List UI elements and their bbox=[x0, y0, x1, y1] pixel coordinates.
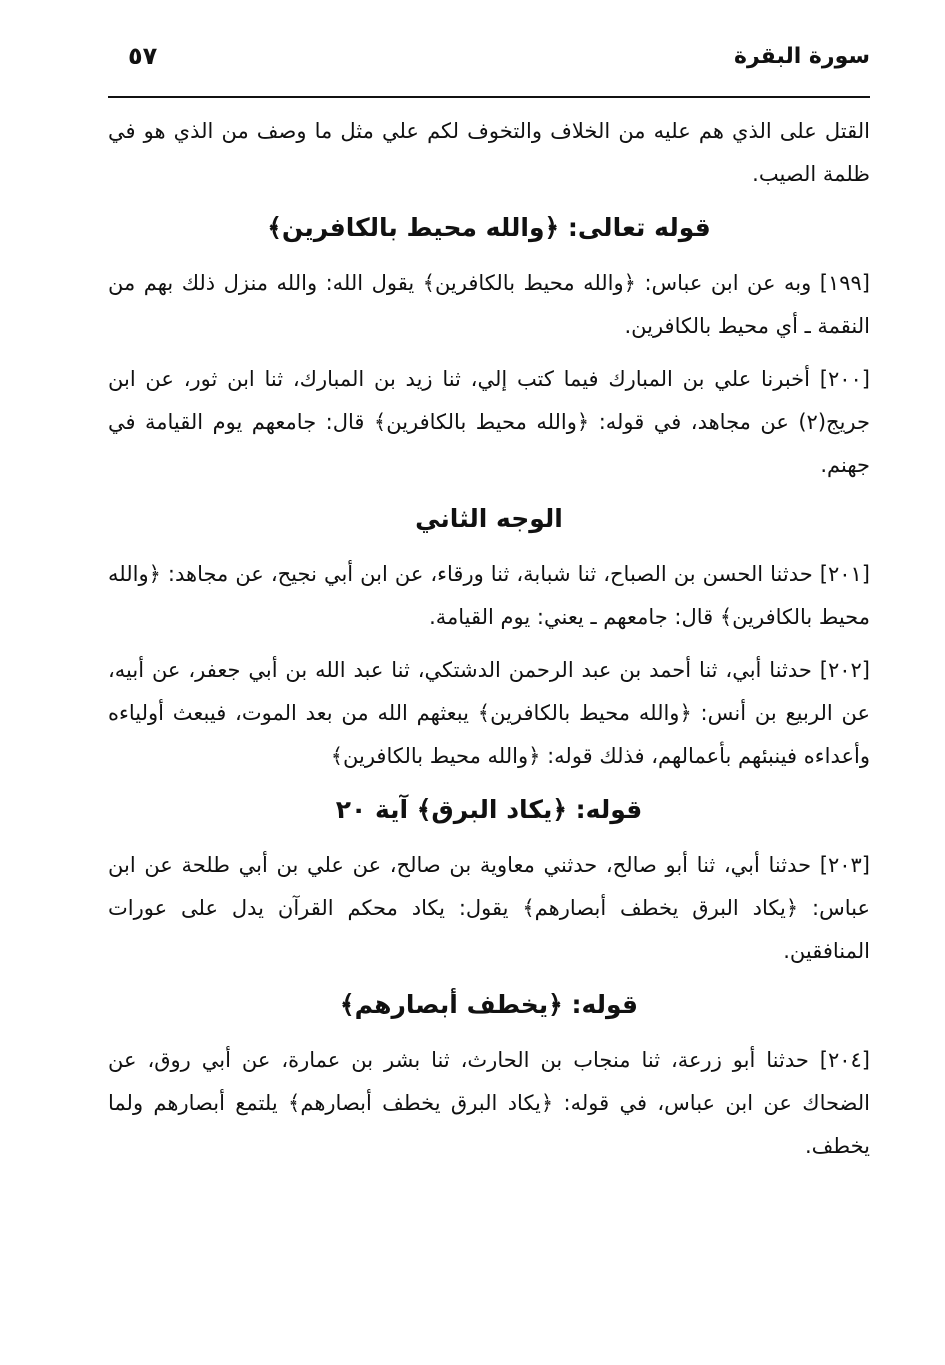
page-body bbox=[108, 110, 870, 1178]
paragraph-202: [٢٠٢] حدثنا أبي، ثنا أحمد بن عبد الرحمن الدشتكي، ثنا عبد الله بن أبي جعفر، عن أبيه، عن الربيع بن أنس: ﴿والله محيط بالكافرين﴾ يبعثهم الله من بعد الموت، فيبعث أولياءه وأعداءه فينبئهم بأعمالهم، فذلك قوله: ﴿والله محيط بالكافرين﴾ bbox=[108, 658, 870, 768]
page-number: ٥٧ bbox=[128, 42, 158, 70]
section-heading: قوله تعالى: ﴿والله محيط بالكافرين﴾ bbox=[267, 213, 711, 242]
section-heading: الوجه الثاني bbox=[415, 504, 563, 533]
paragraph-200: [٢٠٠] أخبرنا علي بن المبارك فيما كتب إلي، ثنا زيد بن المبارك، ثنا ابن ثور، عن ابن جريج(٢) عن مجاهد، في قوله: ﴿والله محيط بالكافرين﴾ قال: جامعهم يوم القيامة في جهنم. bbox=[108, 367, 870, 477]
paragraph-203: [٢٠٣] حدثنا أبي، ثنا أبو صالح، حدثني معاوية بن صالح، عن علي بن أبي طلحة عن ابن عباس: ﴿يكاد البرق يخطف أبصارهم﴾ يقول: يكاد محكم القرآن يدل على عورات المنافقين. bbox=[108, 853, 870, 963]
section-heading: قوله: ﴿يخطف أبصارهم﴾ bbox=[339, 990, 639, 1019]
paragraph-201: [٢٠١] حدثنا الحسن بن الصباح، ثنا شبابة، ثنا ورقاء، عن ابن أبي نجيح، عن مجاهد: ﴿والله محيط بالكافرين﴾ قال: جامعهم ـ يعني: يوم القيامة. bbox=[108, 562, 870, 629]
running-title: سورة البقرة bbox=[733, 44, 870, 69]
paragraph-continued: القتل على الذي هم عليه من الخلاف والتخوف لكم علي مثل ما وصف من الذي هو في ظلمة الصيب. bbox=[108, 119, 870, 186]
section-heading: قوله: ﴿يكاد البرق﴾ آية ٢٠ bbox=[335, 795, 643, 824]
header-rule bbox=[108, 96, 870, 98]
paragraph-204: [٢٠٤] حدثنا أبو زرعة، ثنا منجاب بن الحارث، ثنا بشر بن عمارة، عن أبي روق، عن الضحاك عن ابن عباس، في قوله: ﴿يكاد البرق يخطف أبصارهم﴾ يلتمع أبصارهم ولما يخطف. bbox=[108, 1048, 870, 1158]
page-header bbox=[108, 36, 870, 94]
paragraph-199: [١٩٩] وبه عن ابن عباس: ﴿والله محيط بالكافرين﴾ يقول الله: والله منزل ذلك بهم من النقمة ـ أي محيط بالكافرين. bbox=[108, 271, 870, 338]
